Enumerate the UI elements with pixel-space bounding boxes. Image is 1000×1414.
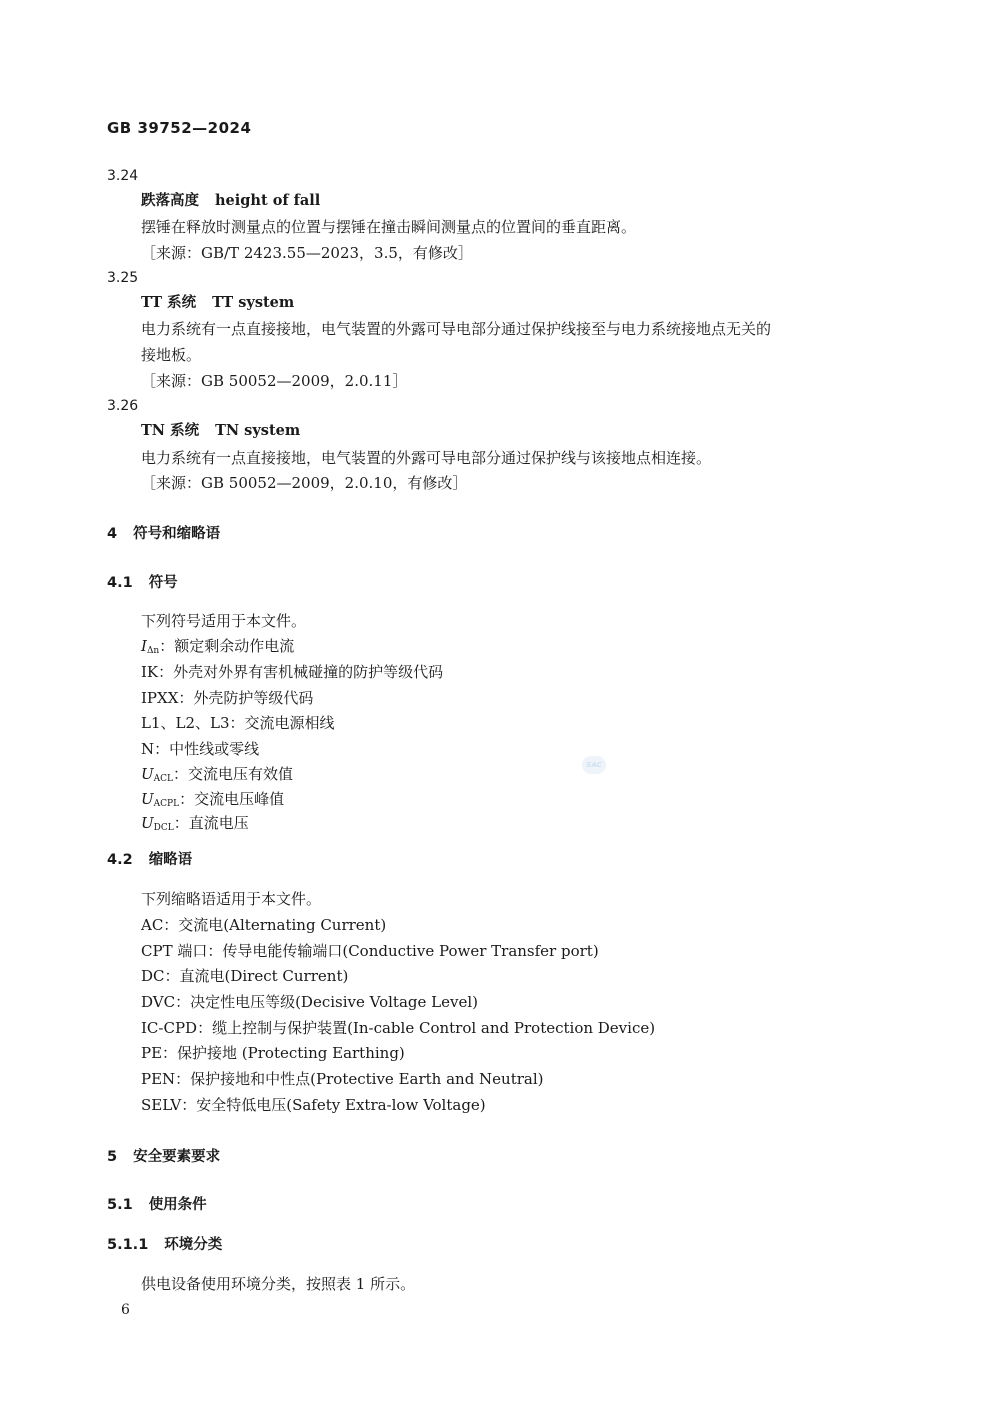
subsection-heading: 4.2 缩略语 [107, 852, 193, 868]
symbol-item: $U_{ACL}$：交流电压有效值 [141, 765, 294, 784]
section-heading: 5 安全要素要求 [107, 1149, 221, 1165]
abbreviation-item: CPT 端口：传导电能传输端口(Conductive Power Transfer port) [141, 942, 599, 960]
symbol-item: $U_{ACPL}$：交流电压峰值 [141, 790, 285, 809]
symbol-item: N：中性线或零线 [141, 740, 260, 758]
abbreviation-item: PEN：保护接地和中性点(Protective Earth and Neutral) [141, 1070, 544, 1088]
section-heading: 4 符号和缩略语 [107, 526, 221, 542]
symbol-item: $I_{\Delta n}$：额定剩余动作电流 [141, 637, 295, 656]
abbreviation-item: IC-CPD：缆上控制与保护装置(In-cable Control and Protection Device) [141, 1019, 656, 1037]
abbreviations-intro: 下列缩略语适用于本文件。 [141, 890, 322, 908]
term-en: height of fall [215, 192, 321, 209]
term-heading [141, 421, 300, 441]
term-definition: 电力系统有一点直接接地，电气装置的外露可导电部分通过保护线接至与电力系统接地点无关的 [141, 320, 772, 338]
term-source: ［来源：GB/T 2423.55—2023，3.5，有修改］ [141, 244, 473, 262]
document-code-header: GB 39752—2024 [107, 119, 252, 137]
term-en: TN system [215, 422, 301, 439]
term-definition: 摆锤在释放时测量点的位置与摆锤在撞击瞬间测量点的位置间的垂直距离。 [141, 218, 637, 236]
abbreviation-item: DC：直流电(Direct Current) [141, 967, 349, 985]
clause-number: 3.24 [107, 168, 139, 184]
subsection-heading: 4.1 符号 [107, 575, 178, 591]
symbol-item: L1、L2、L3：交流电源相线 [141, 714, 335, 732]
clause-number: 3.25 [107, 270, 139, 286]
symbols-intro: 下列符号适用于本文件。 [141, 612, 307, 630]
term-zh: TN 系统 [141, 422, 200, 439]
subsection-heading: 5.1 使用条件 [107, 1197, 207, 1213]
term-heading [141, 191, 320, 211]
term-en: TT system [212, 294, 295, 311]
abbreviation-item: DVC：决定性电压等级(Decisive Voltage Level) [141, 993, 478, 1011]
term-heading [141, 293, 294, 313]
symbol-item: IK：外壳对外界有害机械碰撞的防护等级代码 [141, 663, 444, 681]
symbol-item: $U_{DCL}$：直流电压 [141, 814, 249, 833]
abbreviation-item: SELV：安全特低电压(Safety Extra-low Voltage) [141, 1096, 486, 1114]
environment-text: 供电设备使用环境分类，按照表 1 所示。 [141, 1275, 416, 1293]
term-source: ［来源：GB 50052—2009，2.0.10，有修改］ [141, 474, 468, 492]
abbreviation-item: AC：交流电(Alternating Current) [141, 916, 387, 934]
symbol-item: IPXX：外壳防护等级代码 [141, 689, 314, 707]
subsubsection-heading: 5.1.1 环境分类 [107, 1237, 223, 1253]
term-zh: TT 系统 [141, 294, 197, 311]
sac-watermark: SAC [582, 756, 606, 774]
term-zh: 跌落高度 [141, 192, 199, 209]
term-definition-cont: 接地板。 [141, 346, 202, 364]
page-number: 6 [121, 1302, 130, 1318]
clause-number: 3.26 [107, 398, 139, 414]
term-source: ［来源：GB 50052—2009，2.0.11］ [141, 372, 408, 390]
abbreviation-item: PE：保护接地 (Protecting Earthing) [141, 1044, 405, 1062]
term-definition: 电力系统有一点直接接地，电气装置的外露可导电部分通过保护线与该接地点相连接。 [141, 449, 712, 467]
